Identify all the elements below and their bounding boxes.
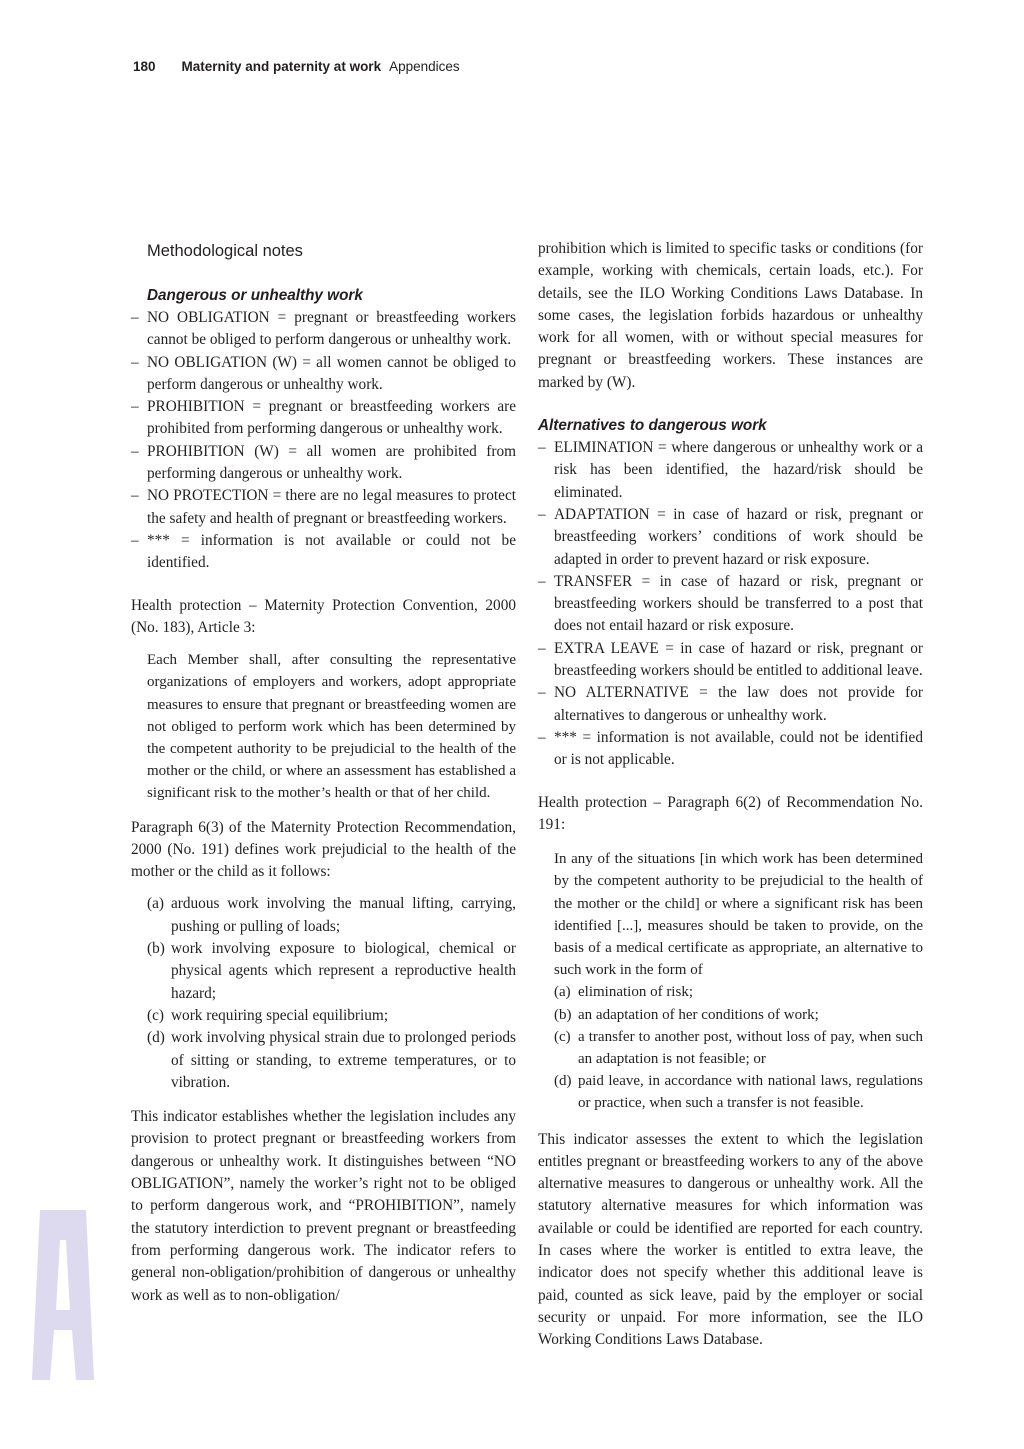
list-item: (d) work involving physical strain due to prolonged periods of sitting or standing, to extreme temperatures, or to vibration. — [147, 1029, 516, 1091]
left-column — [131, 238, 516, 1307]
dangerous-work-heading: Dangerous or unhealthy work — [147, 287, 363, 304]
definition-item: – *** = information is not available or could not be identified. — [131, 530, 516, 575]
list-item: (a) elimination of risk; — [554, 984, 693, 1001]
dangerous-work-definitions — [131, 307, 516, 575]
definition-item: – PROHIBITION (W) = all women are prohibited from performing dangerous or unhealthy work. — [131, 441, 516, 486]
paragraph-intro: Paragraph 6(3) of the Maternity Protection Recommendation, 2000 (No. 191) defines work prejudicial to the health of the mother or the child as it follows: — [131, 818, 516, 881]
alternatives-heading: Alternatives to dangerous work — [538, 417, 767, 435]
recommendation-quote: In any of the situations [in which work has been determined by the competent authority to be prejudicial to the health of the mother or the child] or where a significant risk has been identified [...], measures should be taken to provide, on the basis of a medical certificate as appropriate, an alternative to such work in the form of — [554, 851, 923, 979]
running-head — [133, 59, 460, 74]
list-item: (b) work involving exposure to biological, chemical or physical agents which represent a reproductive health hazard; — [147, 940, 516, 1002]
section-name: Appendices — [389, 59, 460, 74]
page-number: 180 — [133, 59, 156, 74]
alternative-item: – TRANSFER = in case of hazard or risk, pregnant or breastfeeding workers should be transferred to a post that does not entail hazard or risk exposure. — [538, 571, 923, 638]
alternative-item: – *** = information is not available, could not be identified or is not applicable. — [538, 727, 923, 772]
appendix-tab-letter-icon — [32, 1210, 94, 1380]
definition-item: – NO PROTECTION = there are no legal measures to protect the safety and health of pregnant or breastfeeding workers. — [131, 485, 516, 530]
convention-intro: Health protection – Maternity Protection Convention, 2000 (No. 183), Article 3: — [131, 596, 516, 636]
right-column — [538, 238, 923, 1352]
recommendation-list — [554, 981, 923, 1114]
prejudicial-work-list — [131, 893, 516, 1094]
list-item: (a) arduous work involving the manual lifting, carrying, pushing or pulling of loads; — [147, 895, 516, 935]
definition-item: – NO OBLIGATION = pregnant or breastfeeding workers cannot be obliged to perform dangerous or unhealthy work. — [131, 307, 516, 352]
list-item: (d) paid leave, in accordance with national laws, regulations or practice, when such a transfer is not feasible. — [554, 1073, 923, 1112]
alternative-item: – ADAPTATION = in case of hazard or risk, pregnant or breastfeeding workers’ conditions of work should be adapted in order to prevent hazard or risk exposure. — [538, 504, 923, 571]
continued-text: prohibition which is limited to specific tasks or conditions (for example, working with chemicals, certain loads, etc.). For details, see the ILO Working Conditions Laws Database. In some cases, the legislation forbids hazardous or unhealthy work for all women, with or without special measures for pregnant or breastfeeding workers. These instances are marked by (W). — [538, 240, 923, 391]
alternatives-list — [538, 437, 923, 771]
indicator-text-right: This indicator assesses the extent to which the legislation entitles pregnant or breastfeeding workers to any of the above alternative measures to dangerous or unhealthy work. All the statutory alternative measures for which information was available or could be identified are reported for each country. In cases where the worker is entitled to extra leave, the indicator does not specify whether this additional leave is paid, counted as sick leave, paid by the employer or social security or unpaid. For more information, see the ILO Working Conditions Laws Database. — [538, 1130, 923, 1349]
list-item: (c) a transfer to another post, without loss of pay, when such an adaptation is not feasible; or — [554, 1028, 923, 1067]
indicator-text-left: This indicator establishes whether the legislation includes any provision to protect pregnant or breastfeeding workers from dangerous or unhealthy work. It distinguishes between “NO OBLIGATION”, namely the worker’s right not to be obliged to perform dangerous work, and “PROHIBITION”, namely the statutory interdiction to prevent pregnant or breastfeeding from performing dangerous work. The indicator refers to general non-obligation/prohibition of dangerous or unhealthy work as well as to non-obligation/ — [131, 1108, 516, 1304]
definition-item: – PROHIBITION = pregnant or breastfeeding workers are prohibited from performing dangerous or unhealthy work. — [131, 396, 516, 441]
list-item: (c) work requiring special equilibrium; — [147, 1006, 389, 1024]
list-item: (b) an adaptation of her conditions of work; — [554, 1006, 819, 1023]
alternative-item: – ELIMINATION = where dangerous or unhealthy work or a risk has been identified, the hazard/risk should be eliminated. — [538, 437, 923, 504]
book-title: Maternity and paternity at work — [181, 59, 382, 74]
alternative-item: – EXTRA LEAVE = in case of hazard or risk, pregnant or breastfeeding workers should be entitled to additional leave. — [538, 638, 923, 683]
definition-item: – NO OBLIGATION (W) = all women cannot be obliged to perform dangerous or unhealthy work. — [131, 352, 516, 397]
alternative-item: – NO ALTERNATIVE = the law does not provide for alternatives to dangerous or unhealthy work. — [538, 682, 923, 727]
recommendation-intro: Health protection – Paragraph 6(2) of Recommendation No. 191: — [538, 793, 923, 833]
section-title: Methodological notes — [147, 242, 303, 260]
convention-quote: Each Member shall, after consulting the representative organizations of employers and workers, adopt appropriate measures to ensure that pregnant or breastfeeding women are not obliged to perform work which has been determined by the competent authority to be prejudicial to the health of the mother or the child, or where an assessment has established a significant risk to the mother’s health or that of her child. — [147, 652, 516, 802]
